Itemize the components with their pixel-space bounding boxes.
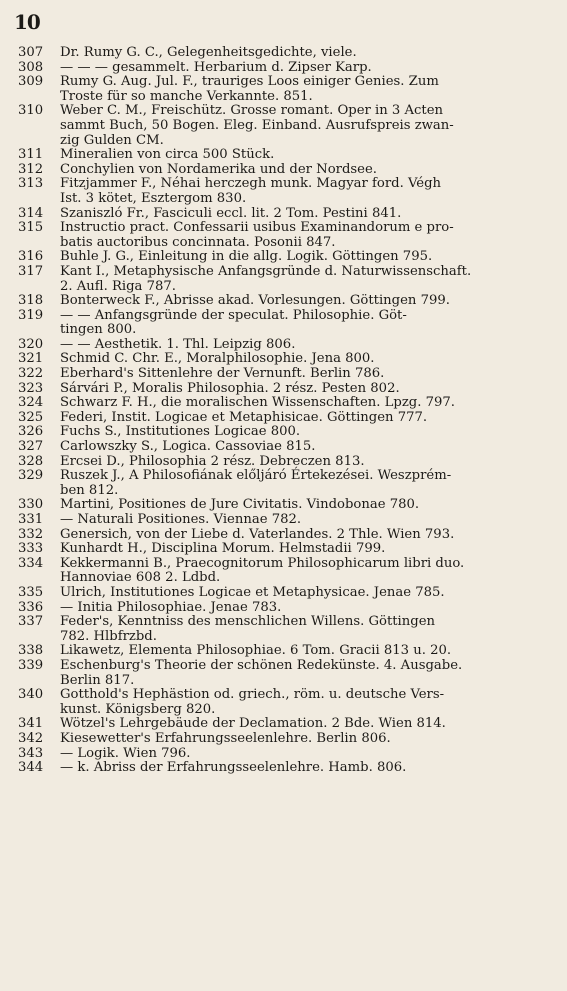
catalog-entry [18, 513, 551, 528]
catalog-entry [18, 148, 551, 163]
entry-text [60, 352, 551, 367]
entry-number: 322 [18, 366, 44, 382]
catalog-entry [18, 250, 551, 265]
catalog-entry [18, 163, 551, 178]
entry-text [60, 542, 551, 557]
entry-text [60, 425, 551, 440]
entry-number: 338 [18, 643, 44, 659]
entry-text [60, 717, 551, 732]
entry-number: 321 [18, 351, 44, 367]
entry-line: Weber C. M., Freischütz. Grosse romant. Oper in 3 Acten [60, 103, 443, 119]
entry-line: kunst. Königsberg 820. [60, 701, 216, 717]
entry-line: sammt Buch, 50 Bogen. Eleg. Einband. Ausrufspreis zwan- [60, 117, 454, 133]
entry-line: — — Anfangsgründe der speculat. Philosophie. Göt- [60, 307, 407, 323]
entry-number: 328 [18, 453, 44, 469]
entry-line: Fuchs S., Institutiones Logicae 800. [60, 424, 301, 440]
catalog-entry [18, 557, 551, 586]
entry-line: Ulrich, Institutiones Logicae et Metaphysicae. Jenae 785. [60, 584, 445, 600]
entry-text [60, 411, 551, 426]
catalog-entry [18, 265, 551, 294]
entry-number: 315 [18, 220, 44, 236]
entry-text [60, 659, 551, 688]
entry-text [60, 61, 551, 76]
catalog-entry [18, 440, 551, 455]
entry-number: 323 [18, 380, 44, 396]
entry-text [60, 294, 551, 309]
catalog-entry [18, 338, 551, 353]
entry-number: 326 [18, 424, 44, 440]
entry-text [60, 498, 551, 513]
catalog-entry [18, 659, 551, 688]
catalog-entry [18, 75, 551, 104]
catalog-entry [18, 615, 551, 644]
entry-text [60, 586, 551, 601]
catalog-entry [18, 221, 551, 250]
entry-text [60, 557, 551, 586]
entry-text [60, 75, 551, 104]
catalog-entry [18, 352, 551, 367]
entry-number: 332 [18, 526, 44, 542]
entry-line: Berlin 817. [60, 672, 135, 688]
entry-line: Bonterweck F., Abrisse akad. Vorlesungen. Göttingen 799. [60, 293, 450, 309]
entry-number: 317 [18, 263, 44, 279]
entry-number: 310 [18, 103, 44, 119]
entry-number: 327 [18, 439, 44, 455]
entry-number: 314 [18, 205, 44, 221]
entry-line: Carlowszky S., Logica. Cassoviae 815. [60, 439, 316, 455]
catalog-entries [18, 46, 551, 776]
catalog-entry [18, 177, 551, 206]
entry-text [60, 528, 551, 543]
catalog-entry [18, 732, 551, 747]
entry-text [60, 207, 551, 222]
page-number: 10 [14, 10, 40, 34]
entry-line: Buhle J. G., Einleitung in die allg. Logik. Göttingen 795. [60, 249, 433, 265]
entry-text [60, 688, 551, 717]
catalog-entry [18, 104, 551, 148]
entry-text [60, 382, 551, 397]
entry-line: Federi, Instit. Logicae et Metaphisicae. Göttingen 777. [60, 409, 428, 425]
entry-line: Troste für so manche Verkannte. 851. [60, 88, 313, 104]
entry-line: Gotthold's Hephästion od. griech., röm. u. deutsche Vers- [60, 687, 445, 703]
entry-text [60, 163, 551, 178]
entry-line: Eberhard's Sittenlehre der Vernunft. Berlin 786. [60, 366, 385, 382]
entry-text [60, 469, 551, 498]
entry-text [60, 221, 551, 250]
catalog-entry [18, 586, 551, 601]
entry-line: Genersich, von der Liebe d. Vaterlandes. 2 Thle. Wien 793. [60, 526, 455, 542]
entry-number: 336 [18, 599, 44, 615]
entry-text [60, 644, 551, 659]
entry-text [60, 513, 551, 528]
entry-line: Schmid C. Chr. E., Moralphilosophie. Jena 800. [60, 351, 375, 367]
catalog-entry [18, 309, 551, 338]
entry-text [60, 761, 551, 776]
entry-number: 307 [18, 45, 44, 60]
entry-line: Kekkermanni B., Praecognitorum Philosophicarum libri duo. [60, 555, 465, 571]
entry-number: 312 [18, 161, 44, 177]
catalog-entry [18, 761, 551, 776]
catalog-entry [18, 644, 551, 659]
entry-number: 324 [18, 395, 44, 411]
catalog-entry [18, 207, 551, 222]
catalog-entry [18, 425, 551, 440]
entry-number: 334 [18, 555, 44, 571]
entry-number: 325 [18, 409, 44, 425]
catalog-entry [18, 294, 551, 309]
entry-number: 331 [18, 512, 44, 527]
entry-line: Szaniszló Fr., Fasciculi eccl. lit. 2 Tom. Pestini 841. [60, 205, 402, 221]
entry-text [60, 747, 551, 762]
entry-line: batis auctoribus concinnata. Posonii 847. [60, 234, 336, 250]
entry-line: Ercsei D., Philosophia 2 rész. Debreczen 813. [60, 453, 365, 469]
entry-text [60, 601, 551, 616]
entry-number: 329 [18, 468, 44, 484]
entry-text [60, 177, 551, 206]
entry-line: Kunhardt H., Disciplina Morum. Helmstadii 799. [60, 541, 386, 557]
entry-number: 342 [18, 730, 44, 746]
entry-line: Eschenburg's Theorie der schönen Redekünste. 4. Ausgabe. [60, 657, 463, 673]
entry-number: 333 [18, 541, 44, 557]
entry-text [60, 250, 551, 265]
entry-number: 343 [18, 745, 44, 761]
entry-number: 309 [18, 74, 44, 90]
entry-line: Conchylien von Nordamerika und der Nordsee. [60, 161, 377, 177]
entry-line: Likawetz, Elementa Philosophiae. 6 Tom. Gracii 813 u. 20. [60, 643, 452, 659]
entry-line: Fitzjammer F., Néhai herczegh munk. Magyar ford. Végh [60, 176, 442, 192]
catalog-entry [18, 61, 551, 76]
entry-text [60, 367, 551, 382]
catalog-entry [18, 717, 551, 732]
catalog-entry [18, 382, 551, 397]
catalog-entry [18, 601, 551, 616]
entry-number: 341 [18, 716, 44, 732]
catalog-entry [18, 498, 551, 513]
catalog-entry [18, 46, 551, 61]
entry-line: Mineralien von circa 500 Stück. [60, 147, 275, 163]
entry-line: — Initia Philosophiae. Jenae 783. [60, 599, 282, 615]
entry-text [60, 148, 551, 163]
entry-line: 782. Hlbfrzbd. [60, 628, 157, 644]
entry-line: zig Gulden CM. [60, 132, 164, 148]
entry-text [60, 338, 551, 353]
entry-line: — Naturali Positiones. Viennae 782. [60, 512, 302, 527]
entry-line: Kiesewetter's Erfahrungsseelenlehre. Berlin 806. [60, 730, 391, 746]
entry-line: Martini, Positiones de Jure Civitatis. Vindobonae 780. [60, 497, 420, 513]
catalog-entry [18, 411, 551, 426]
catalog-entry [18, 396, 551, 411]
catalog-entry [18, 688, 551, 717]
entry-line: — k. Abriss der Erfahrungsseelenlehre. Hamb. 806. [60, 760, 407, 776]
entry-text [60, 309, 551, 338]
entry-line: Wötzel's Lehrgebäude der Declamation. 2 Bde. Wien 814. [60, 716, 446, 732]
entry-number: 319 [18, 307, 44, 323]
entry-number: 311 [18, 147, 44, 163]
entry-number: 330 [18, 497, 44, 513]
catalog-entry [18, 367, 551, 382]
catalog-entry [18, 528, 551, 543]
entry-number: 320 [18, 336, 44, 352]
entry-number: 340 [18, 687, 44, 703]
catalog-entry [18, 542, 551, 557]
entry-line: — Logik. Wien 796. [60, 745, 191, 761]
entry-line: Kant I., Metaphysische Anfangsgründe d. Naturwissenschaft. [60, 263, 472, 279]
entry-text [60, 396, 551, 411]
entry-line: — — — gesammelt. Herbarium d. Zipser Karp. [60, 59, 372, 75]
entry-text [60, 265, 551, 294]
entry-text [60, 732, 551, 747]
entry-number: 337 [18, 614, 44, 630]
entry-line: Hannoviae 608 2. Ldbd. [60, 570, 221, 586]
catalog-entry [18, 469, 551, 498]
entry-line: Ist. 3 kötet, Esztergom 830. [60, 190, 247, 206]
entry-number: 318 [18, 293, 44, 309]
entry-line: tingen 800. [60, 322, 137, 338]
entry-line: Feder's, Kenntniss des menschlichen Willens. Göttingen [60, 614, 435, 630]
entry-number: 316 [18, 249, 44, 265]
entry-number: 308 [18, 59, 44, 75]
entry-text [60, 440, 551, 455]
catalog-entry [18, 747, 551, 762]
entry-line: — — Aesthetik. 1. Thl. Leipzig 806. [60, 336, 296, 352]
entry-line: 2. Aufl. Riga 787. [60, 278, 176, 294]
entry-number: 344 [18, 760, 44, 776]
entry-line: ben 812. [60, 482, 119, 498]
entry-line: Instructio pract. Confessarii usibus Examinandorum e pro- [60, 220, 454, 236]
entry-line: Sárvári P., Moralis Philosophia. 2 rész. Pesten 802. [60, 380, 400, 396]
entry-line: Dr. Rumy G. C., Gelegenheitsgedichte, viele. [60, 45, 357, 60]
entry-line: Ruszek J., A Philosofiának előljáró Értekezései. Weszprém- [60, 468, 452, 484]
entry-number: 313 [18, 176, 44, 192]
entry-line: Schwarz F. H., die moralischen Wissenschaften. Lpzg. 797. [60, 395, 455, 411]
entry-number: 339 [18, 657, 44, 673]
entry-text [60, 104, 551, 148]
entry-line: Rumy G. Aug. Jul. F., trauriges Loos einiger Genies. Zum [60, 74, 439, 90]
entry-text [60, 615, 551, 644]
entry-text [60, 46, 551, 61]
entry-number: 335 [18, 584, 44, 600]
